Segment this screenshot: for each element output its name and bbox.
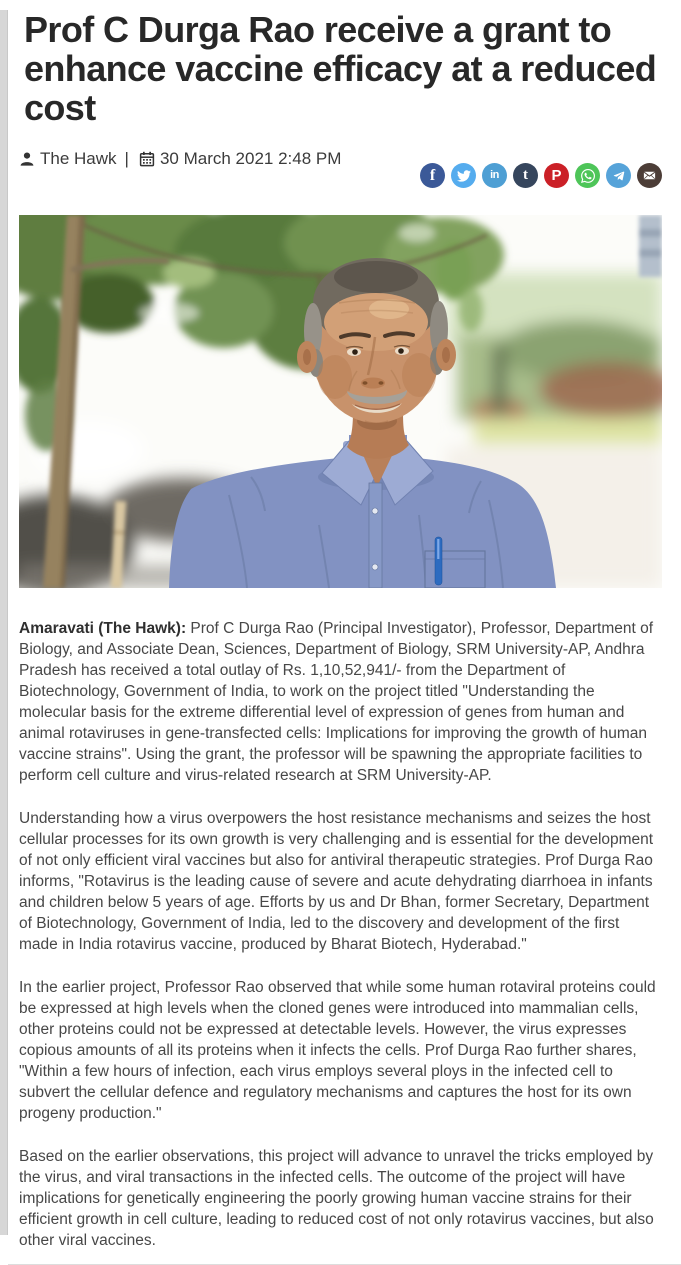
article-meta [19, 147, 662, 188]
article-body [19, 618, 661, 1251]
share-toolbar [420, 163, 662, 188]
author-icon [19, 151, 35, 167]
share-telegram-button[interactable] [606, 163, 631, 188]
paragraph-1: Amaravati (The Hawk): Prof C Durga Rao (Principal Investigator), Professor, Department of Biology, and Associate Dean, Sciences, Department of Biology, SRM University-AP, Andhra Pradesh has received a total outlay of Rs. 1,10,52,941/- from the Department of Biotechnology, Government of India, to work on the project titled "Understanding the molecular basis for the extreme differential level of expression of genes from human and animal rotaviruses in gene-transfected cells: Implications for improving the growth of human vaccine strains". Using the grant, the professor will be spawning the appropriate facilities to perform cell culture and virus-related research at SRM University-AP. [19, 620, 654, 784]
paragraph-4: Based on the earlier observations, this project will advance to unravel the tricks employed by the virus, and viral transactions in the infected cells. The outcome of the project will have implications for genetically engineering the poorly growing human vaccine strains for their efficient growth in cell culture, leading to reduced cost of not only rotavirus vaccines, but also other viral vaccines. [19, 1148, 654, 1249]
share-pinterest-button[interactable] [544, 163, 569, 188]
prof-durga-rao-photo [19, 215, 662, 588]
facebook-icon: f [429, 166, 436, 184]
paragraph-lead: Amaravati (The Hawk): [19, 620, 187, 637]
pinterest-icon: P [551, 167, 562, 184]
author-name: The Hawk [40, 149, 117, 168]
whatsapp-icon [581, 169, 595, 183]
article-container [8, 10, 681, 1265]
article-photo [19, 215, 662, 588]
publish-datetime: 30 March 2021 2:48 PM [159, 149, 342, 168]
share-facebook-button[interactable] [420, 163, 445, 188]
article-title: Prof C Durga Rao receive a grant to enhance vaccine efficacy at a reduced cost [24, 9, 657, 128]
share-tumblr-button[interactable] [513, 163, 538, 188]
byline-separator: | [124, 149, 129, 168]
linkedin-icon: in [490, 169, 499, 181]
share-email-button[interactable] [637, 163, 662, 188]
paragraph-3: In the earlier project, Professor Rao observed that while some human rotaviral proteins could be expressed at high levels when the cloned genes were introduced into mammalian cells, other proteins could not be expressed at detectable levels. However, the virus expresses copious amounts of all its proteins when it infects the cells. Prof Durga Rao further shares, "Within a few hours of infection, each virus employs several ploys in the infected cell to subvert the cellular defence and regulatory mechanisms and captures the host for its own progeny production." [19, 979, 656, 1122]
tumblr-icon: t [523, 167, 528, 183]
email-envelope-icon [642, 168, 657, 183]
twitter-bird-icon [457, 169, 471, 183]
byline [19, 147, 341, 169]
share-twitter-button[interactable] [451, 163, 476, 188]
telegram-icon [612, 169, 626, 183]
left-page-edge [0, 10, 8, 1235]
calendar-icon [139, 151, 155, 167]
share-whatsapp-button[interactable] [575, 163, 600, 188]
paragraph-2: Understanding how a virus overpowers the host resistance mechanisms and seizes the host cellular processes for its own growth is very challenging and is essential for the development of not only efficient viral vaccines but also for antiviral therapeutic strategies. Prof Durga Rao informs, "Rotavirus is the leading cause of severe and acute dehydrating diarrhoea in infants and children below 5 years of age. Efforts by us and Dr Bhan, former Secretary, Department of Biotechnology, Government of India, led to the discovery and development of the first made in India rotavirus vaccine, produced by Bharat Biotech, Hyderabad." [19, 810, 654, 953]
share-linkedin-button[interactable] [482, 163, 507, 188]
